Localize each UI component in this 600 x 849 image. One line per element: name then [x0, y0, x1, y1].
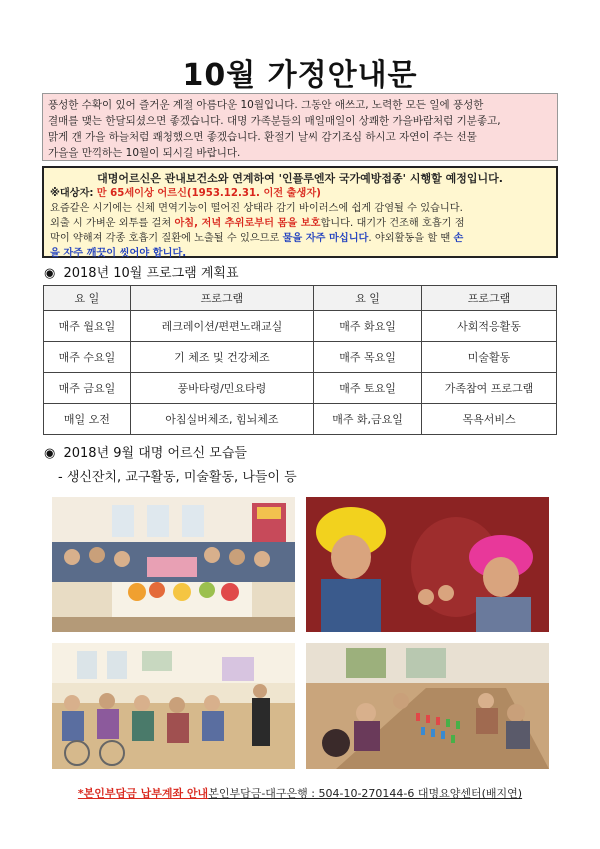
flu-headline: 대명어르신은 관내보건소와 연계하여 '인플루엔자 국가예방접종' 시행할 예정입니다.: [97, 172, 503, 185]
col-header: 요 일: [314, 286, 422, 311]
page-title: 10월 가정안내문: [182, 58, 418, 93]
flu-body-line: [50, 246, 550, 261]
bullet-icon: ◉: [44, 446, 56, 461]
table-cell: 기 체조 및 건강체조: [130, 342, 313, 373]
intro-line: 풍성한 수확이 있어 즐거운 계절 아름다운 10월입니다. 그동안 애쓰고, 노력한 모든 일에 풍성한: [48, 99, 484, 111]
target-label: ※대상자:: [50, 188, 94, 199]
table-cell: 가족참여 프로그램: [422, 373, 557, 404]
table-cell: 매주 목요일: [314, 342, 422, 373]
flu-text: 합니다. 대기가 건조해 호흡기 점: [320, 218, 465, 229]
table-row: [44, 311, 557, 342]
flu-vaccine-notice: [42, 166, 558, 258]
table-cell: 매주 금요일: [44, 373, 131, 404]
photo-block-activity: [306, 643, 549, 769]
photo-activity-class: [52, 643, 295, 769]
flu-body-line: [50, 216, 550, 231]
section-title: 2018년 9월 대명 어르신 모습들: [63, 446, 247, 461]
table-cell: 매주 화요일: [314, 311, 422, 342]
table-cell: 매일 오전: [44, 404, 131, 435]
intro-box: [42, 93, 558, 161]
col-header: 요 일: [44, 286, 131, 311]
flu-highlight: 손: [453, 233, 464, 244]
table-cell: 매주 토요일: [314, 373, 422, 404]
section-title: 2018년 10월 프로그램 계획표: [63, 266, 239, 281]
bullet-icon: ◉: [44, 266, 56, 281]
flu-highlight: 물을 자주 마십니다: [282, 233, 369, 244]
flu-text: 막이 약해져 각종 호흡기 질환에 노출될 수 있으므로: [50, 233, 283, 244]
flu-target: [50, 186, 550, 201]
flu-highlight: 아침, 저녁 추위로부터 몸을 보호: [174, 218, 321, 229]
table-cell: 사회적응활동: [422, 311, 557, 342]
table-cell: 풍바타령/민요타령: [130, 373, 313, 404]
table-cell: 아침실버체조, 힘뇌체조: [130, 404, 313, 435]
table-header-row: [44, 286, 557, 311]
footer-label: *본인부담금 납부계좌 안내: [77, 787, 209, 800]
intro-line: 결매를 맺는 한달되셨으면 좋겠습니다. 대명 가족분들의 매일매일이 상쾌한 가을바람처럼 기분좋고,: [48, 115, 501, 127]
program-table: [43, 285, 557, 435]
section-program-heading: [44, 262, 239, 281]
table-cell: 매주 월요일: [44, 311, 131, 342]
flu-highlight: 을 자주 깨끗이 씻어야 합니다.: [50, 248, 187, 259]
table-cell: 미술활동: [422, 342, 557, 373]
photo-birthday-party: [52, 497, 295, 632]
flu-text: . 야외활동을 할 땐: [368, 233, 454, 244]
footer-detail: 본인부담금-대구은행 : 504-10-270144-6 대명요양센터(배지연): [208, 787, 523, 800]
flu-body-line: [50, 231, 550, 246]
intro-line: 가을을 만끽하는 10월이 되시길 바랍니다.: [48, 147, 241, 159]
table-cell: 레크레이션/편편노래교실: [130, 311, 313, 342]
table-row: [44, 373, 557, 404]
intro-line: 맑게 갠 가을 하늘처럼 쾌청했으면 좋겠습니다. 환절기 날씨 감기조심 하시고 자연이 주는 선물: [48, 131, 477, 143]
table-cell: 목욕서비스: [422, 404, 557, 435]
col-header: 프로그램: [422, 286, 557, 311]
section-photos-heading: [44, 442, 247, 461]
table-cell: 매주 수요일: [44, 342, 131, 373]
flu-text: 외출 시 가벼운 외투를 걸쳐: [50, 218, 175, 229]
col-header: 프로그램: [130, 286, 313, 311]
target-value: 만 65세이상 어르신(1953.12.31. 이전 출생자): [96, 188, 321, 199]
table-row: [44, 342, 557, 373]
table-cell: 매주 화,금요일: [314, 404, 422, 435]
flu-body-line: 요즘같은 시기에는 신체 면역기능이 떨어진 상태라 감기 바이러스에 쉽게 감염될 수 있습니다.: [50, 203, 463, 214]
activities-line: - 생신잔치, 교구활동, 미술활동, 나들이 등: [58, 470, 297, 485]
table-row: [44, 404, 557, 435]
payment-account-footer: [0, 785, 600, 801]
photo-colorful-wigs: [306, 497, 549, 632]
